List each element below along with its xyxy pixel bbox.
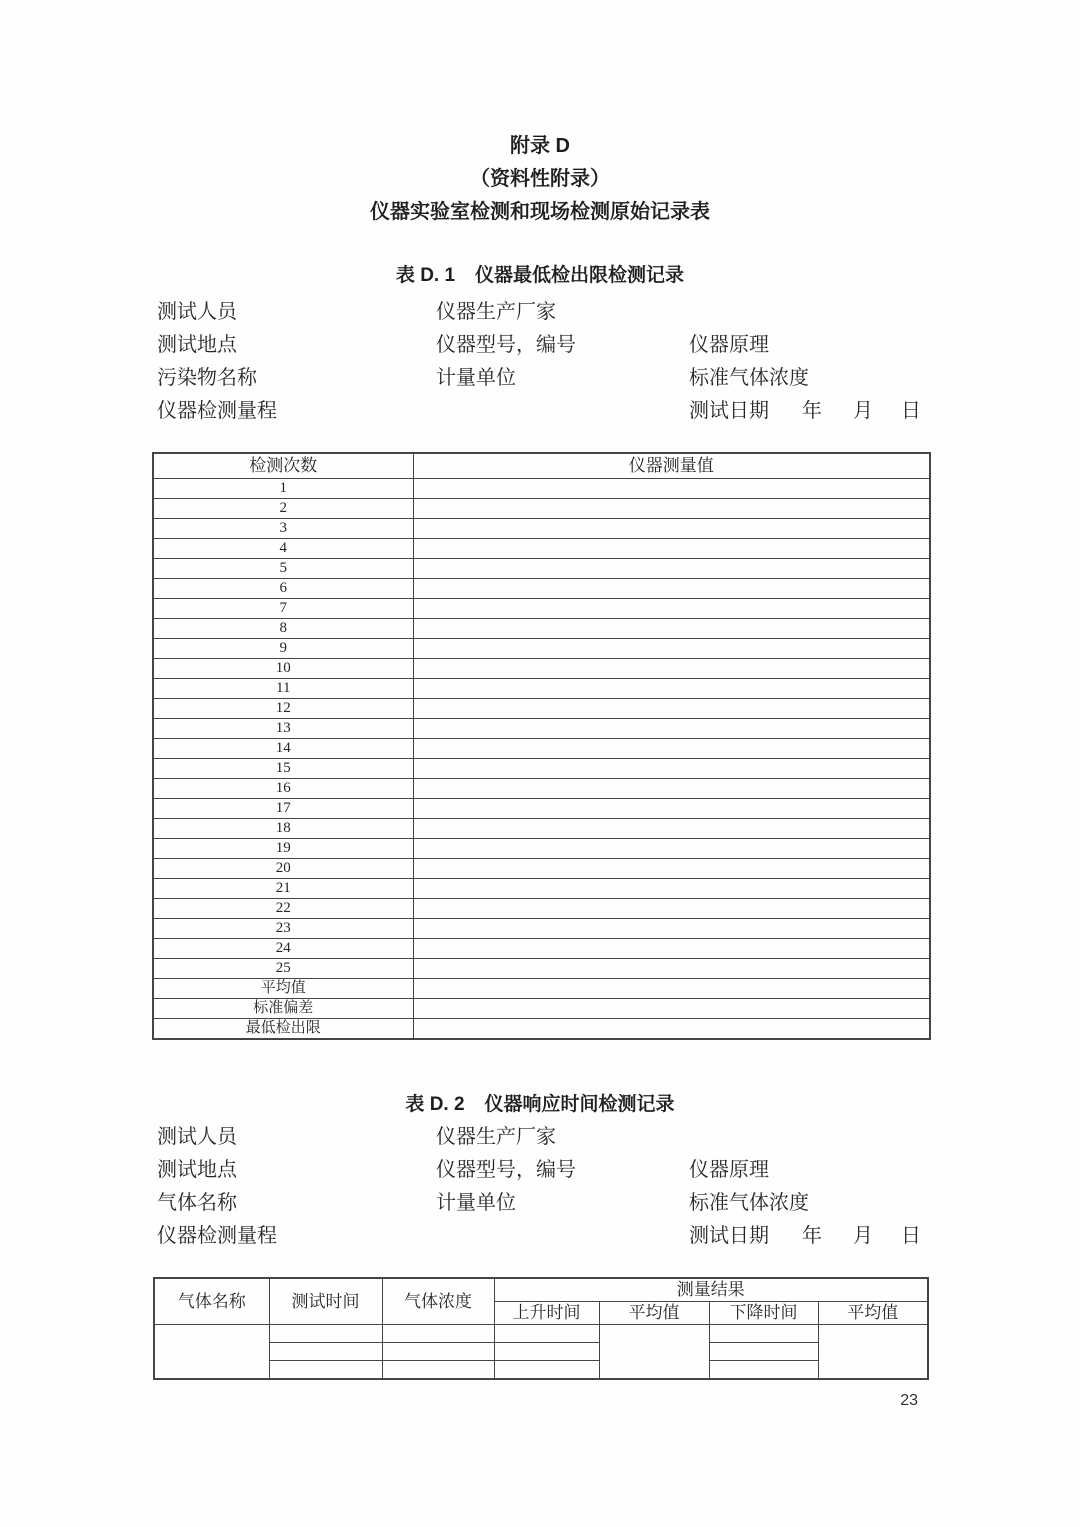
label-test-date: 测试日期 <box>689 400 769 422</box>
test-number-cell: 22 <box>153 899 413 919</box>
test-number-cell: 19 <box>153 839 413 859</box>
rise-time-cell <box>494 1361 599 1379</box>
label-manufacturer: 仪器生产厂家 <box>436 1126 556 1148</box>
table-row <box>153 559 930 579</box>
form-row <box>0 398 1080 424</box>
table-d2-form <box>0 1124 1080 1256</box>
label-month: 月 <box>853 1225 873 1247</box>
test-number-cell: 平均值 <box>153 979 413 999</box>
header-gas-name: 气体名称 <box>154 1278 269 1325</box>
table-row <box>153 619 930 639</box>
form-row <box>0 1124 1080 1150</box>
header-rise-average: 平均值 <box>599 1302 709 1325</box>
label-principle: 仪器原理 <box>689 334 769 356</box>
table-row <box>153 939 930 959</box>
table-row <box>153 779 930 799</box>
measured-value-cell <box>413 939 930 959</box>
measured-value-cell <box>413 639 930 659</box>
measured-value-cell <box>413 899 930 919</box>
test-number-cell: 6 <box>153 579 413 599</box>
measured-value-cell <box>413 499 930 519</box>
form-row <box>0 365 1080 391</box>
measured-value-cell <box>413 579 930 599</box>
measured-value-cell <box>413 539 930 559</box>
table-row <box>153 859 930 879</box>
label-pollutant: 污染物名称 <box>157 367 257 389</box>
measured-value-cell <box>413 739 930 759</box>
test-number-cell: 10 <box>153 659 413 679</box>
measured-value-cell <box>413 839 930 859</box>
measured-value-cell <box>413 919 930 939</box>
table-row <box>154 1325 928 1343</box>
test-number-cell: 25 <box>153 959 413 979</box>
label-unit: 计量单位 <box>436 367 516 389</box>
measured-value-cell <box>413 799 930 819</box>
label-principle: 仪器原理 <box>689 1159 769 1181</box>
measured-value-cell <box>413 1019 930 1040</box>
form-row <box>0 332 1080 358</box>
test-number-cell: 标准偏差 <box>153 999 413 1019</box>
label-tester: 测试人员 <box>157 301 237 323</box>
test-number-cell: 2 <box>153 499 413 519</box>
form-row <box>0 1223 1080 1249</box>
table-row <box>153 639 930 659</box>
test-number-cell: 5 <box>153 559 413 579</box>
test-number-cell: 20 <box>153 859 413 879</box>
table-row <box>153 759 930 779</box>
label-gas-name: 气体名称 <box>157 1192 237 1214</box>
fall-time-cell <box>709 1361 818 1379</box>
fall-time-cell <box>709 1343 818 1361</box>
table-row <box>153 539 930 559</box>
fall-time-cell <box>709 1325 818 1343</box>
test-number-cell: 17 <box>153 799 413 819</box>
test-number-cell: 14 <box>153 739 413 759</box>
table-row <box>153 499 930 519</box>
table-d1 <box>152 452 931 1040</box>
label-year: 年 <box>802 1225 822 1247</box>
label-range: 仪器检测量程 <box>157 400 277 422</box>
table-row <box>153 839 930 859</box>
table-row <box>154 1361 928 1379</box>
table-row <box>153 719 930 739</box>
test-number-cell: 18 <box>153 819 413 839</box>
table-d2-header-row-1 <box>154 1278 928 1302</box>
label-model: 仪器型号，编号 <box>436 334 576 356</box>
test-number-cell: 7 <box>153 599 413 619</box>
header-measured-value: 仪器测量值 <box>413 453 930 479</box>
gas-name-cell <box>154 1325 269 1379</box>
label-year: 年 <box>802 400 822 422</box>
table-d2-title <box>0 1092 1080 1117</box>
table-row <box>153 739 930 759</box>
test-number-cell: 16 <box>153 779 413 799</box>
appendix-heading: 仪器实验室检测和现场检测原始记录表 <box>370 201 710 223</box>
label-location: 测试地点 <box>157 334 237 356</box>
measured-value-cell <box>413 779 930 799</box>
table-d1-title-text: 仪器最低检出限检测记录 <box>475 265 685 286</box>
measured-value-cell <box>413 879 930 899</box>
header-fall-time: 下降时间 <box>709 1302 818 1325</box>
test-time-cell <box>269 1361 382 1379</box>
table-row <box>153 599 930 619</box>
measured-value-cell <box>413 659 930 679</box>
test-number-cell: 1 <box>153 479 413 499</box>
table-row <box>153 479 930 499</box>
measured-value-cell <box>413 699 930 719</box>
label-day: 日 <box>901 1225 921 1247</box>
label-unit: 计量单位 <box>436 1192 516 1214</box>
table-d1-title <box>0 263 1080 288</box>
label-day: 日 <box>901 400 921 422</box>
test-number-cell: 4 <box>153 539 413 559</box>
measured-value-cell <box>413 719 930 739</box>
table-row <box>153 899 930 919</box>
label-std-gas: 标准气体浓度 <box>689 367 809 389</box>
label-std-gas: 标准气体浓度 <box>689 1192 809 1214</box>
table-d1-form <box>0 299 1080 431</box>
measured-value-cell <box>413 519 930 539</box>
table-row <box>153 799 930 819</box>
gas-concentration-cell <box>382 1343 494 1361</box>
table-row <box>153 999 930 1019</box>
label-month: 月 <box>853 400 873 422</box>
measured-value-cell <box>413 559 930 579</box>
table-row <box>153 979 930 999</box>
table-d2-title-text: 仪器响应时间检测记录 <box>484 1094 675 1115</box>
table-d2 <box>153 1277 929 1380</box>
measured-value-cell <box>413 679 930 699</box>
label-tester: 测试人员 <box>157 1126 237 1148</box>
test-number-cell: 15 <box>153 759 413 779</box>
rise-time-cell <box>494 1325 599 1343</box>
header-fall-average: 平均值 <box>818 1302 928 1325</box>
table-d1-header-row <box>153 453 930 479</box>
test-time-cell <box>269 1325 382 1343</box>
table-d1-label: 表 D. 1 <box>395 265 456 286</box>
appendix-label: 附录 D <box>510 135 570 157</box>
fall-average-cell <box>818 1325 928 1379</box>
test-number-cell: 3 <box>153 519 413 539</box>
header-test-count: 检测次数 <box>153 453 413 479</box>
table-row <box>153 519 930 539</box>
test-number-cell: 最低检出限 <box>153 1019 413 1040</box>
header-test-time: 测试时间 <box>269 1278 382 1325</box>
measured-value-cell <box>413 599 930 619</box>
table-row <box>153 579 930 599</box>
label-location: 测试地点 <box>157 1159 237 1181</box>
test-number-cell: 12 <box>153 699 413 719</box>
gas-concentration-cell <box>382 1361 494 1379</box>
form-row <box>0 1190 1080 1216</box>
measured-value-cell <box>413 759 930 779</box>
test-number-cell: 8 <box>153 619 413 639</box>
table-row <box>153 699 930 719</box>
form-row <box>0 299 1080 325</box>
table-row <box>153 879 930 899</box>
test-number-cell: 21 <box>153 879 413 899</box>
table-row <box>153 919 930 939</box>
table-row <box>153 679 930 699</box>
test-number-cell: 11 <box>153 679 413 699</box>
table-row <box>153 819 930 839</box>
label-range: 仪器检测量程 <box>157 1225 277 1247</box>
d1-table-body <box>153 479 930 1040</box>
header-gas-concentration: 气体浓度 <box>382 1278 494 1325</box>
measured-value-cell <box>413 479 930 499</box>
test-number-cell: 13 <box>153 719 413 739</box>
table-row <box>154 1343 928 1361</box>
measured-value-cell <box>413 979 930 999</box>
table-row <box>153 659 930 679</box>
header-rise-time: 上升时间 <box>494 1302 599 1325</box>
form-row <box>0 1157 1080 1183</box>
table-row <box>153 1019 930 1040</box>
label-test-date: 测试日期 <box>689 1225 769 1247</box>
test-time-cell <box>269 1343 382 1361</box>
measured-value-cell <box>413 819 930 839</box>
test-number-cell: 9 <box>153 639 413 659</box>
test-number-cell: 24 <box>153 939 413 959</box>
measured-value-cell <box>413 959 930 979</box>
header-measurement-result: 测量结果 <box>494 1278 928 1302</box>
gas-concentration-cell <box>382 1325 494 1343</box>
page-number: 23 <box>900 1392 918 1409</box>
label-manufacturer: 仪器生产厂家 <box>436 301 556 323</box>
rise-average-cell <box>599 1325 709 1379</box>
label-model: 仪器型号，编号 <box>436 1159 576 1181</box>
table-row <box>153 959 930 979</box>
table-d2-label: 表 D. 2 <box>405 1094 465 1115</box>
test-number-cell: 23 <box>153 919 413 939</box>
measured-value-cell <box>413 619 930 639</box>
rise-time-cell <box>494 1343 599 1361</box>
measured-value-cell <box>413 999 930 1019</box>
measured-value-cell <box>413 859 930 879</box>
appendix-type: （资料性附录） <box>470 168 610 190</box>
